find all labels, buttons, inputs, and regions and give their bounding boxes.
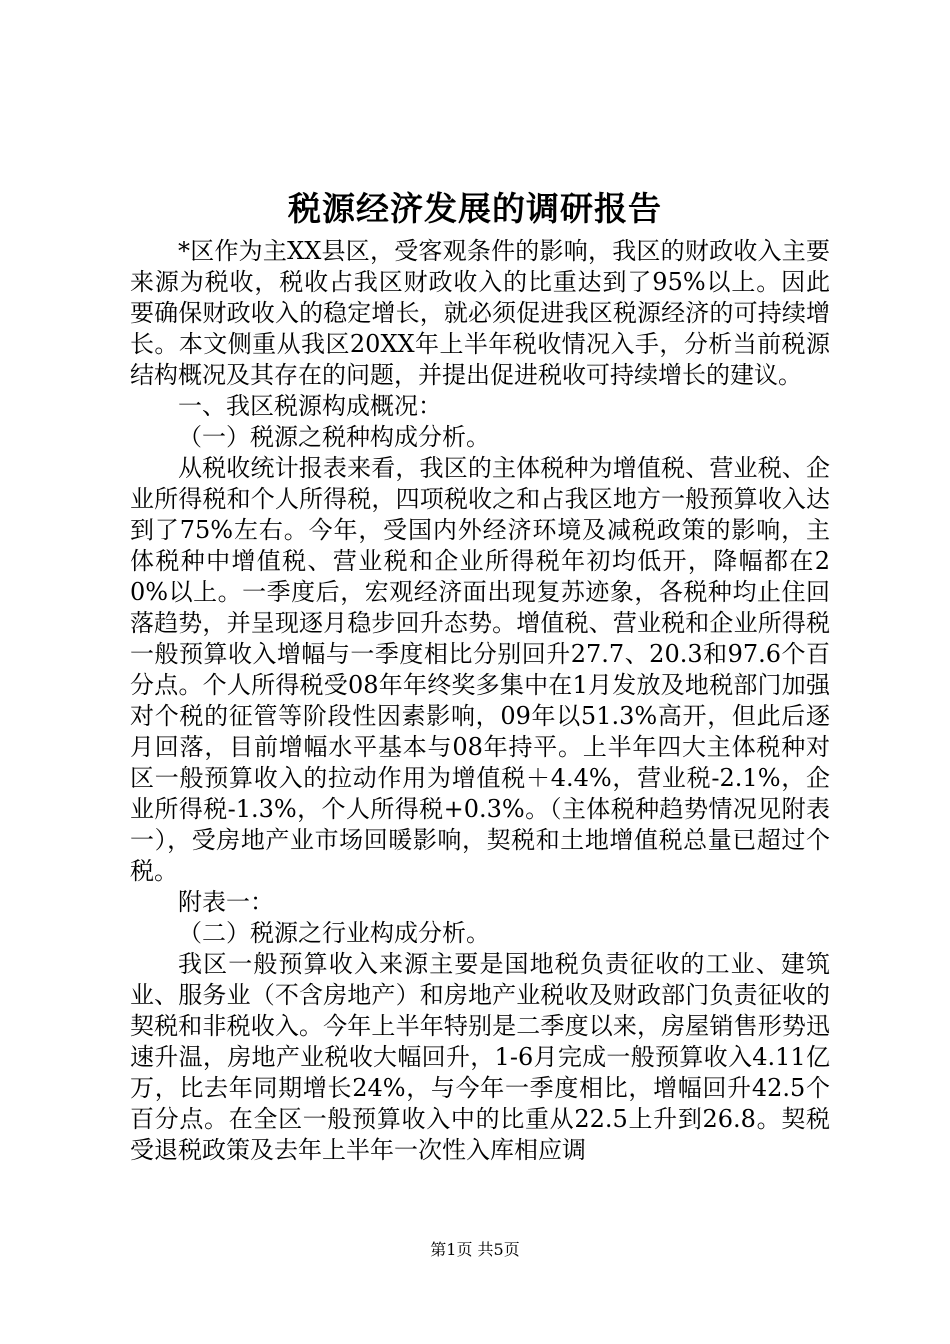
subsection-heading-1: （一）税源之税种构成分析。 — [178, 423, 490, 451]
intro-paragraph: *区作为主XX县区，受客观条件的影响，我区的财政收入主要来源为税收，税收占我区财政收入的比重达到了95%以上。因此要确保财政收入的稳定增长，就必须促进我区税源经济的可持续增长。本文侧重从我区20XX年上半年税收情况入手，分析当前税源结构概况及其存在的问题，并提出促进税收可持续增长的建议。 — [130, 237, 830, 389]
subsection-heading-2: （二）税源之行业构成分析。 — [178, 919, 490, 947]
appendix-table-label: 附表一： — [178, 888, 274, 916]
document-body — [130, 236, 830, 1166]
page-footer: 第1页 共5页 — [430, 1240, 520, 1259]
document-title: 税源经济发展的调研报告 — [288, 189, 662, 228]
industry-analysis-paragraph: 我区一般预算收入来源主要是国地税负责征收的工业、建筑业、服务业（不含房地产）和房地产业税收及财政部门负责征收的契税和非税收入。今年上半年特别是二季度以来，房屋销售形势迅速升温，房地产业税收大幅回升，1-6月完成一般预算收入4.11亿万，比去年同期增长24%，与今年一季度相比，增幅回升42.5个百分点。在全区一般预算收入中的比重从22.5上升到26.8。契税受退税政策及去年上半年一次性入库相应调 — [130, 950, 830, 1164]
tax-type-analysis-paragraph: 从税收统计报表来看，我区的主体税种为增值税、营业税、企业所得税和个人所得税，四项税收之和占我区地方一般预算收入达到了75%左右。今年，受国内外经济环境及减税政策的影响，主体税种中增值税、营业税和企业所得税年初均低开，降幅都在20%以上。一季度后，宏观经济面出现复苏迹象，各税种均止住回落趋势，并呈现逐月稳步回升态势。增值税、营业税和企业所得税一般预算收入增幅与一季度相比分别回升27.7、20.3和97.6个百分点。个人所得税受08年年终奖多集中在1月发放及地税部门加强对个税的征管等阶段性因素影响，09年以51.3%高开，但此后逐月回落，目前增幅水平基本与08年持平。上半年四大主体税种对区一般预算收入的拉动作用为增值税＋4.4%，营业税-2.1%，企业所得税-1.3%，个人所得税+0.3%。（主体税种趋势情况见附表一），受房地产业市场回暖影响，契税和土地增值税总量已超过个税。 — [130, 454, 830, 885]
section-heading-1: 一、我区税源构成概况： — [178, 392, 442, 420]
